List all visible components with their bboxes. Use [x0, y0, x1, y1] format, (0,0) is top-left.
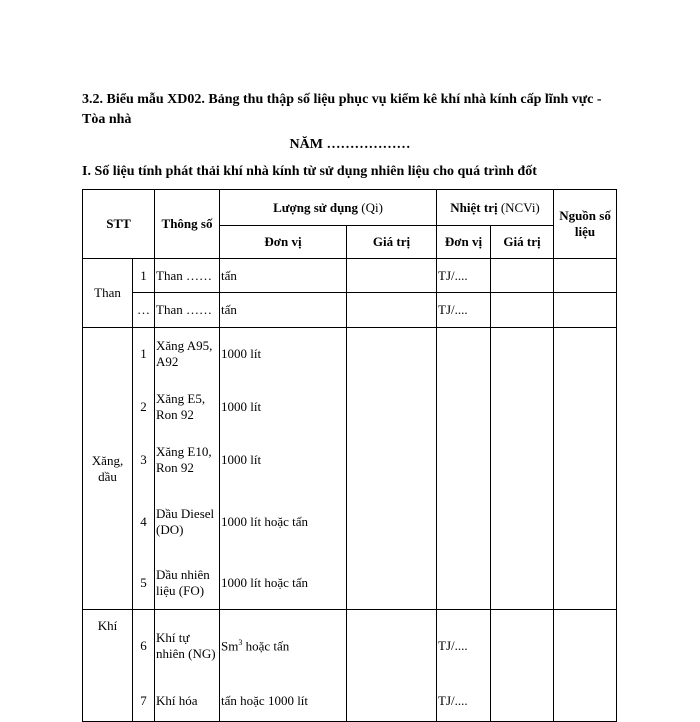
- unit-cell: 1000 lít hoặc tấn: [220, 558, 347, 610]
- header-luong-su-dung: [220, 190, 437, 226]
- row-number: 1: [133, 328, 155, 381]
- param-cell: Than ……: [155, 293, 220, 328]
- table-row: [83, 381, 617, 434]
- unit-cell: tấn: [220, 293, 347, 328]
- source-cell[interactable]: [554, 328, 617, 381]
- param-cell: Khí tự nhiên (NG): [155, 610, 220, 682]
- header-luong-su-dung-symbol: (Qi): [361, 199, 383, 215]
- table-row: [83, 682, 617, 722]
- param-cell: Dầu Diesel (DO): [155, 486, 220, 558]
- ncv-unit-cell: TJ/....: [437, 610, 491, 682]
- ncv-unit-cell: [437, 558, 491, 610]
- header-nhiet-tri-label: Nhiệt trị: [450, 199, 498, 215]
- year-line: NĂM ………………: [289, 137, 411, 152]
- row-number: 4: [133, 486, 155, 558]
- value-cell[interactable]: [347, 328, 437, 381]
- value-cell[interactable]: [347, 259, 437, 293]
- unit-cell: 1000 lít: [220, 434, 347, 486]
- value-cell[interactable]: [347, 682, 437, 722]
- source-cell[interactable]: [554, 486, 617, 558]
- param-cell: Khí hóa: [155, 682, 220, 722]
- header-thong-so: Thông số: [155, 190, 220, 259]
- header-nguon-so-lieu: Nguồn số liệu: [554, 190, 617, 259]
- ncv-value-cell[interactable]: [491, 434, 554, 486]
- header-gia-tri-ncv: Giá trị: [491, 226, 554, 259]
- group-label-than: Than: [83, 259, 133, 328]
- ncv-value-cell[interactable]: [491, 682, 554, 722]
- value-cell[interactable]: [347, 434, 437, 486]
- unit-superscript: 3: [238, 637, 243, 647]
- row-number: 7: [133, 682, 155, 722]
- source-cell[interactable]: [554, 259, 617, 293]
- unit-cell: tấn: [220, 259, 347, 293]
- param-cell: Xăng A95, A92: [155, 328, 220, 381]
- table-row: [83, 328, 617, 381]
- unit-cell: tấn hoặc 1000 lít: [220, 682, 347, 722]
- header-stt: STT: [83, 190, 155, 259]
- param-cell: Xăng E5, Ron 92: [155, 381, 220, 434]
- row-number: 5: [133, 558, 155, 610]
- form-heading: 3.2. Biểu mẫu XD02. Bảng thu thập số liệu phục vụ kiểm kê khí nhà kính cấp lĩnh vực - Tòa nhà: [82, 92, 602, 127]
- header-nhiet-tri-symbol: (NCVi): [500, 199, 540, 215]
- header-luong-su-dung-label: Lượng sử dụng: [273, 199, 359, 215]
- table-row: [83, 610, 617, 682]
- unit-cell: [220, 610, 347, 682]
- table-row: [83, 434, 617, 486]
- ncv-unit-cell: TJ/....: [437, 293, 491, 328]
- header-nhiet-tri: [437, 190, 554, 226]
- source-cell[interactable]: [554, 293, 617, 328]
- ncv-unit-cell: [437, 381, 491, 434]
- unit-cell: 1000 lít hoặc tấn: [220, 486, 347, 558]
- unit-prefix: Sm: [221, 637, 239, 653]
- table-row: [83, 259, 617, 293]
- ncv-value-cell[interactable]: [491, 486, 554, 558]
- table-row: [83, 486, 617, 558]
- value-cell[interactable]: [347, 610, 437, 682]
- row-number: 2: [133, 381, 155, 434]
- header-gia-tri-qi: Giá trị: [347, 226, 437, 259]
- param-cell: Than ……: [155, 259, 220, 293]
- ncv-unit-cell: TJ/....: [437, 259, 491, 293]
- ncv-value-cell[interactable]: [491, 259, 554, 293]
- group-label-khi: Khí: [83, 610, 133, 722]
- ncv-value-cell[interactable]: [491, 558, 554, 610]
- ncv-value-cell[interactable]: [491, 381, 554, 434]
- param-cell: Xăng E10, Ron 92: [155, 434, 220, 486]
- ncv-unit-cell: [437, 486, 491, 558]
- group-label-xang-dau: Xăng, dầu: [83, 328, 133, 610]
- source-cell[interactable]: [554, 381, 617, 434]
- row-number: 3: [133, 434, 155, 486]
- value-cell[interactable]: [347, 293, 437, 328]
- emission-data-table: [82, 189, 617, 722]
- section-title: I. Số liệu tính phát thải khí nhà kính từ sử dụng nhiên liệu cho quá trình đốt: [82, 164, 537, 179]
- value-cell[interactable]: [347, 558, 437, 610]
- header-don-vi-qi: Đơn vị: [220, 226, 347, 259]
- source-cell[interactable]: [554, 434, 617, 486]
- ncv-unit-cell: [437, 434, 491, 486]
- table-row: [83, 293, 617, 328]
- source-cell[interactable]: [554, 558, 617, 610]
- unit-cell: 1000 lít: [220, 381, 347, 434]
- source-cell[interactable]: [554, 610, 617, 682]
- ncv-value-cell[interactable]: [491, 610, 554, 682]
- unit-cell: 1000 lít: [220, 328, 347, 381]
- table-row: [83, 558, 617, 610]
- value-cell[interactable]: [347, 381, 437, 434]
- ncv-unit-cell: [437, 328, 491, 381]
- source-cell[interactable]: [554, 682, 617, 722]
- unit-suffix: hoặc tấn: [242, 637, 290, 653]
- row-number: 1: [133, 259, 155, 293]
- header-don-vi-ncv: Đơn vị: [437, 226, 491, 259]
- ncv-value-cell[interactable]: [491, 328, 554, 381]
- value-cell[interactable]: [347, 486, 437, 558]
- ncv-value-cell[interactable]: [491, 293, 554, 328]
- row-number: …: [133, 293, 155, 328]
- row-number: 6: [133, 610, 155, 682]
- ncv-unit-cell: TJ/....: [437, 682, 491, 722]
- param-cell: Dầu nhiên liệu (FO): [155, 558, 220, 610]
